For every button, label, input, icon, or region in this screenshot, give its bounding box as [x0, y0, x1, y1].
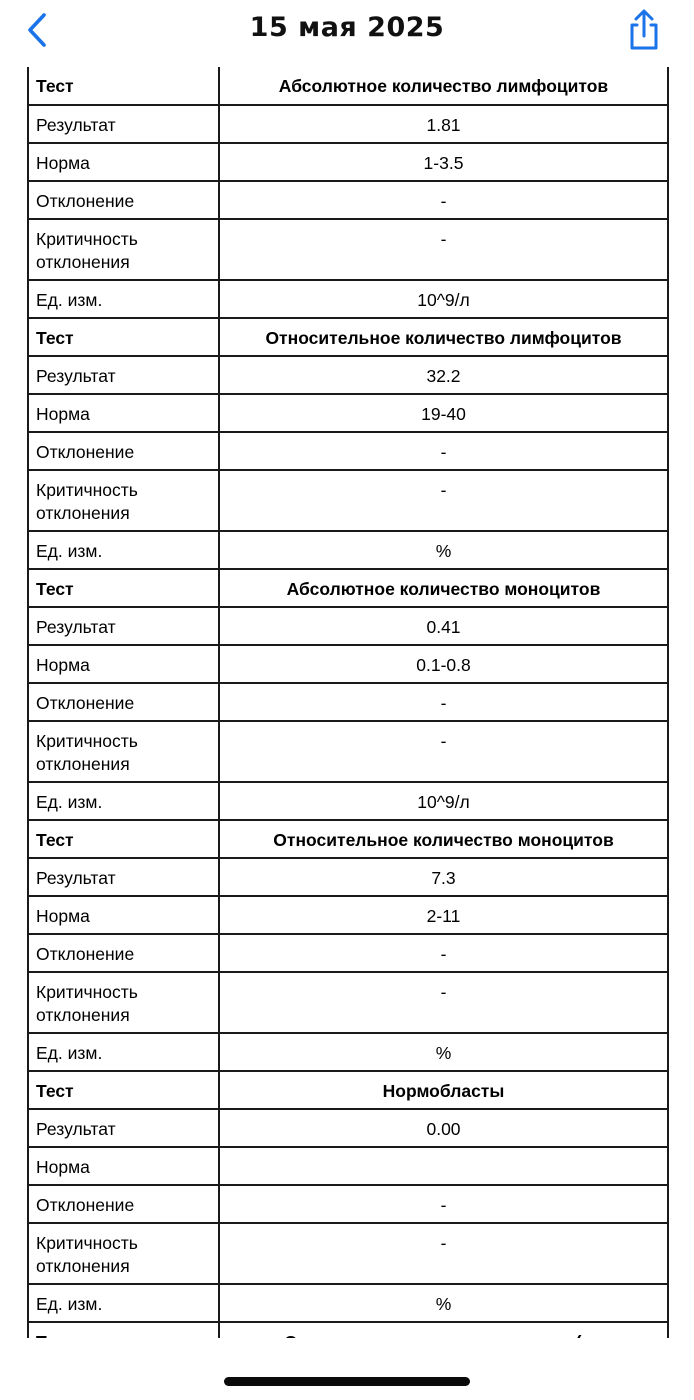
norm-label: Норма	[28, 896, 219, 934]
result-row	[28, 607, 668, 645]
test-row	[28, 820, 668, 858]
norm-label: Норма	[28, 645, 219, 683]
test-row	[28, 67, 668, 105]
unit-row	[28, 782, 668, 820]
test-name: Относительное количество лимфоцитов	[219, 318, 668, 356]
result-value: 7.3	[219, 858, 668, 896]
result-row	[28, 1109, 668, 1147]
deviation-value: -	[219, 934, 668, 972]
test-label: Тест	[28, 318, 219, 356]
test-name: Абсолютное количество моноцитов	[219, 569, 668, 607]
criticality-row	[28, 470, 668, 531]
deviation-label: Отклонение	[28, 1185, 219, 1223]
lab-results-table	[27, 67, 669, 1361]
deviation-row	[28, 683, 668, 721]
norm-row	[28, 896, 668, 934]
criticality-value: -	[219, 470, 668, 531]
result-value: 32.2	[219, 356, 668, 394]
result-label: Результат	[28, 105, 219, 143]
home-indicator[interactable]	[224, 1377, 470, 1386]
deviation-row	[28, 934, 668, 972]
criticality-row	[28, 972, 668, 1033]
test-row	[28, 1071, 668, 1109]
unit-row	[28, 531, 668, 569]
deviation-value: -	[219, 432, 668, 470]
unit-label: Ед. изм.	[28, 1284, 219, 1322]
deviation-row	[28, 432, 668, 470]
unit-row	[28, 280, 668, 318]
criticality-row	[28, 219, 668, 280]
result-row	[28, 356, 668, 394]
unit-label: Ед. изм.	[28, 531, 219, 569]
result-label: Результат	[28, 356, 219, 394]
norm-value: 1-3.5	[219, 143, 668, 181]
deviation-label: Отклонение	[28, 683, 219, 721]
page-title: 15 мая 2025	[249, 12, 445, 43]
bottom-safe-area	[0, 1338, 694, 1400]
unit-value: %	[219, 1284, 668, 1322]
result-value: 1.81	[219, 105, 668, 143]
test-row	[28, 318, 668, 356]
test-name: Нормобласты	[219, 1071, 668, 1109]
criticality-label: Критичность отклонения	[28, 470, 219, 531]
test-name: Абсолютное количество лимфоцитов	[219, 67, 668, 105]
top-bar	[0, 0, 694, 62]
unit-value: 10^9/л	[219, 280, 668, 318]
norm-value: 0.1-0.8	[219, 645, 668, 683]
unit-label: Ед. изм.	[28, 1033, 219, 1071]
test-row	[28, 569, 668, 607]
norm-row	[28, 394, 668, 432]
test-label: Тест	[28, 820, 219, 858]
norm-value: 2-11	[219, 896, 668, 934]
unit-row	[28, 1033, 668, 1071]
unit-label: Ед. изм.	[28, 782, 219, 820]
unit-row	[28, 1284, 668, 1322]
deviation-value: -	[219, 181, 668, 219]
deviation-value: -	[219, 683, 668, 721]
result-value: 0.41	[219, 607, 668, 645]
criticality-row	[28, 721, 668, 782]
norm-row	[28, 143, 668, 181]
criticality-value: -	[219, 721, 668, 782]
norm-label: Норма	[28, 1147, 219, 1185]
result-value: 0.00	[219, 1109, 668, 1147]
test-label: Тест	[28, 1071, 219, 1109]
unit-value: %	[219, 1033, 668, 1071]
unit-value: 10^9/л	[219, 782, 668, 820]
norm-value	[219, 1147, 668, 1185]
deviation-row	[28, 1185, 668, 1223]
criticality-label: Критичность отклонения	[28, 1223, 219, 1284]
norm-value: 19-40	[219, 394, 668, 432]
criticality-value: -	[219, 972, 668, 1033]
test-label: Тест	[28, 67, 219, 105]
deviation-row	[28, 181, 668, 219]
deviation-label: Отклонение	[28, 934, 219, 972]
results-scroll-area[interactable]	[0, 62, 694, 1338]
norm-row	[28, 1147, 668, 1185]
criticality-label: Критичность отклонения	[28, 972, 219, 1033]
criticality-row	[28, 1223, 668, 1284]
result-label: Результат	[28, 607, 219, 645]
unit-value: %	[219, 531, 668, 569]
result-row	[28, 858, 668, 896]
criticality-value: -	[219, 1223, 668, 1284]
criticality-label: Критичность отклонения	[28, 721, 219, 782]
norm-label: Норма	[28, 143, 219, 181]
deviation-label: Отклонение	[28, 432, 219, 470]
result-row	[28, 105, 668, 143]
result-label: Результат	[28, 1109, 219, 1147]
criticality-value: -	[219, 219, 668, 280]
test-name: Относительное количество моноцитов	[219, 820, 668, 858]
norm-label: Норма	[28, 394, 219, 432]
share-button[interactable]	[624, 8, 664, 52]
norm-row	[28, 645, 668, 683]
result-label: Результат	[28, 858, 219, 896]
deviation-value: -	[219, 1185, 668, 1223]
criticality-label: Критичность отклонения	[28, 219, 219, 280]
test-label: Тест	[28, 569, 219, 607]
unit-label: Ед. изм.	[28, 280, 219, 318]
share-icon	[624, 8, 664, 52]
deviation-label: Отклонение	[28, 181, 219, 219]
